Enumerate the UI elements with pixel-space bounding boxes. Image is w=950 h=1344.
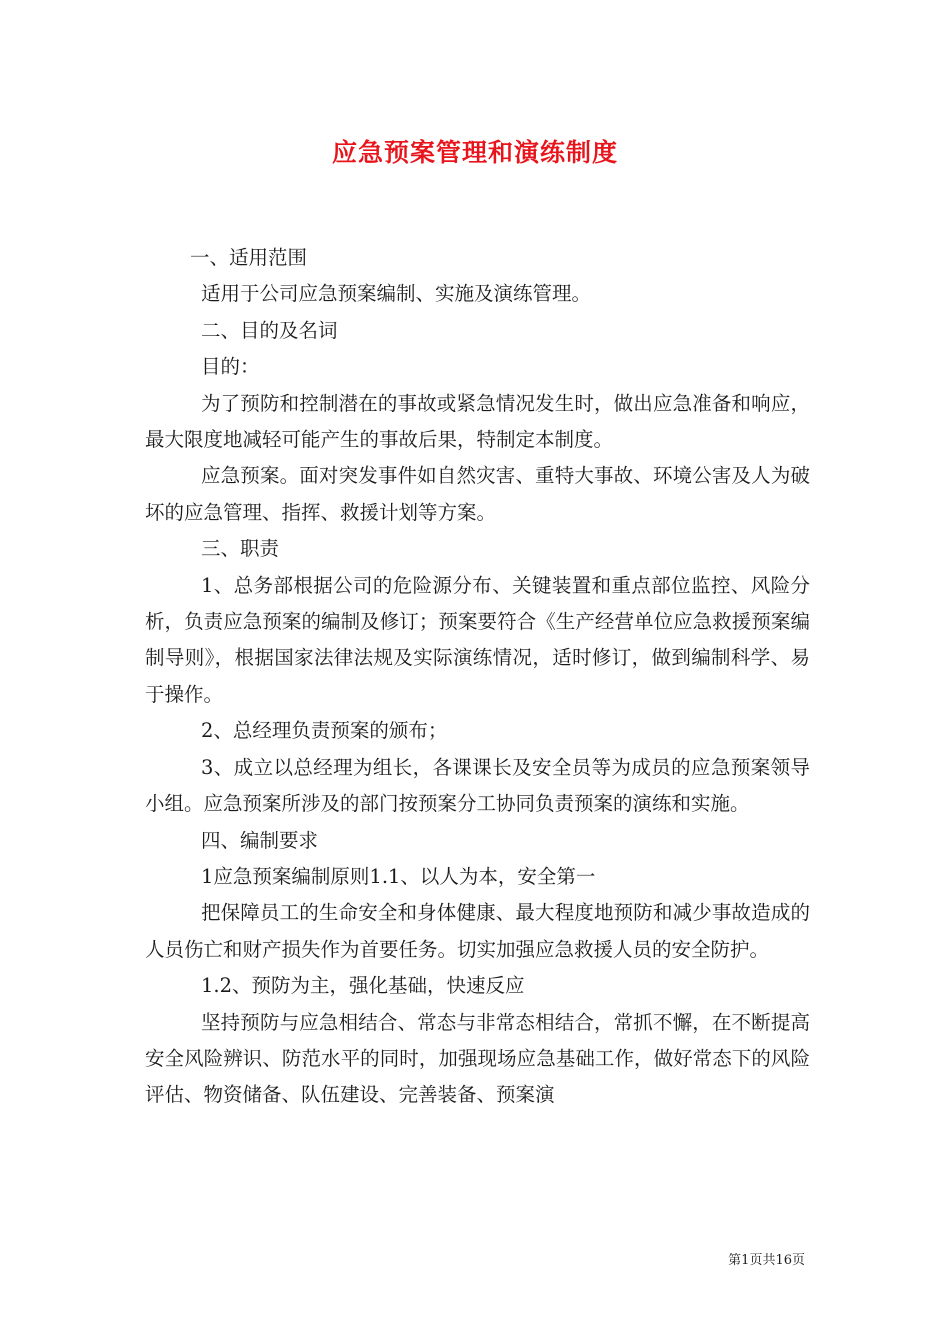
- paragraph-scope: 适用于公司应急预案编制、实施及演练管理。: [201, 282, 592, 306]
- paragraph-duty-1: 1、总务部根据公司的危险源分布、关键装置和重点部位监控、风险分析，负责应急预案的编制及修订；预案要符合《生产经营单位应急救援预案编制导则》，根据国家法律法规及实际演练情况，适时修订，做到编制科学、易于操作。: [145, 573, 810, 706]
- paragraph-principle-1-2-body: 坚持预防与应急相结合、常态与非常态相结合，常抓不懈，在不断提高安全风险辨识、防范水平的同时，加强现场应急基础工作，做好常态下的风险评估、物资储备、队伍建设、完善装备、预案演: [145, 1010, 810, 1107]
- section-heading-duties: 三、职责: [201, 537, 280, 561]
- paragraph-principle-1-1: 1应急预案编制原则1.1、以人为本，安全第一: [201, 864, 596, 888]
- paragraph-principle-1-2: 1.2、预防为主，强化基础，快速反应: [201, 974, 525, 998]
- paragraph-definition: 应急预案。面对突发事件如自然灾害、重特大事故、环境公害及人为破坏的应急管理、指挥、救援计划等方案。: [145, 464, 810, 524]
- section-heading-requirements: 四、编制要求: [201, 828, 319, 852]
- section-heading-purpose: 二、目的及名词: [201, 318, 338, 342]
- document-title: 应急预案管理和演练制度: [331, 138, 618, 167]
- paragraph-purpose: 为了预防和控制潜在的事故或紧急情况发生时，做出应急准备和响应，最大限度地减轻可能产生的事故后果，特制定本制度。: [145, 391, 810, 452]
- document-body: [145, 240, 810, 1114]
- paragraph-duty-2: 2、总经理负责预案的颁布；: [201, 719, 448, 743]
- paragraph-duty-3: 3、成立以总经理为组长，各课课长及安全员等为成员的应急预案领导小组。应急预案所涉及的部门按预案分工协同负责预案的演练和实施。: [145, 755, 810, 816]
- page-number: 第1页共16页: [728, 1253, 805, 1268]
- section-heading-scope: 一、适用范围: [190, 246, 308, 269]
- paragraph-principle-1-1-body: 把保障员工的生命安全和身体健康、最大程度地预防和减少事故造成的人员伤亡和财产损失作为首要任务。切实加强应急救援人员的安全防护。: [145, 901, 810, 961]
- paragraph-purpose-label: 目的：: [201, 355, 260, 379]
